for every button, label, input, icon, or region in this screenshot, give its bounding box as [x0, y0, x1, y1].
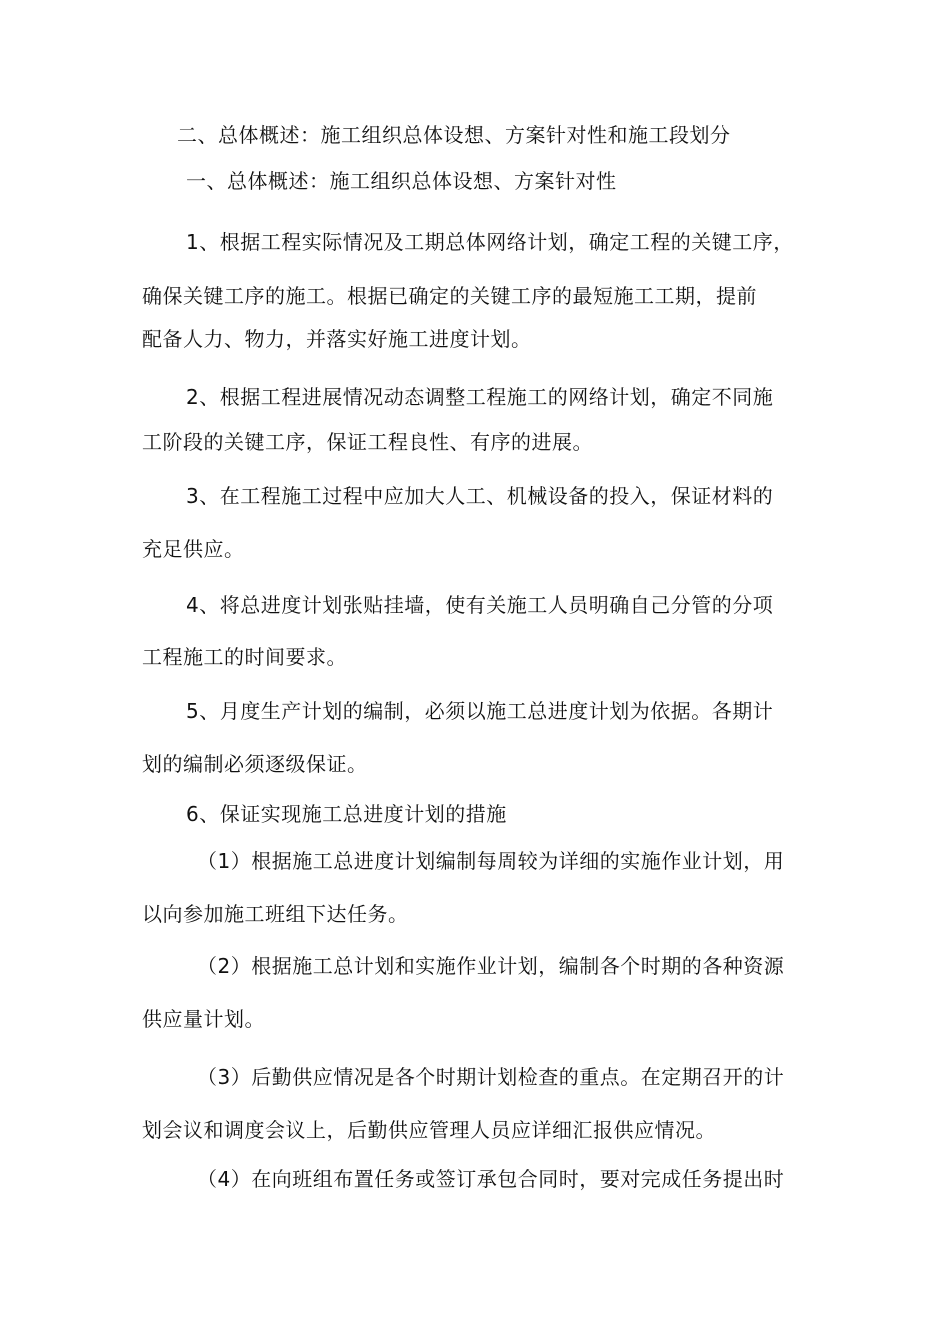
paragraph-line: 6、保证实现施工总进度计划的措施	[186, 802, 507, 826]
paragraph-line: 1、根据工程实际情况及工期总体网络计划，确定工程的关键工序，	[186, 230, 794, 254]
paragraph-line: （4）在向班组布置任务或签订承包合同时，要对完成任务提出时	[197, 1167, 785, 1191]
paragraph-line: 配备人力、物力，并落实好施工进度计划。	[142, 327, 532, 351]
paragraph-line: （2）根据施工总计划和实施作业计划，编制各个时期的各种资源	[197, 954, 785, 978]
paragraph-line: 工程施工的时间要求。	[142, 645, 347, 669]
paragraph-line: 4、将总进度计划张贴挂墙，使有关施工人员明确自己分管的分项	[186, 593, 774, 617]
paragraph-line: （1）根据施工总进度计划编制每周较为详细的实施作业计划，用	[197, 849, 785, 873]
heading-main: 二、总体概述：施工组织总体设想、方案针对性和施工段划分	[177, 123, 731, 147]
paragraph-line: 工阶段的关键工序，保证工程良性、有序的进展。	[142, 430, 593, 454]
paragraph-line: 确保关键工序的施工。根据已确定的关键工序的最短施工工期，提前	[142, 284, 757, 308]
paragraph-line: 充足供应。	[142, 537, 245, 561]
heading-sub: 一、总体概述：施工组织总体设想、方案针对性	[186, 169, 617, 193]
paragraph-line: 5、月度生产计划的编制，必须以施工总进度计划为依据。各期计	[186, 699, 774, 723]
paragraph-line: 以向参加施工班组下达任务。	[142, 902, 409, 926]
paragraph-line: （3）后勤供应情况是各个时期计划检查的重点。在定期召开的计	[197, 1065, 785, 1089]
paragraph-line: 供应量计划。	[142, 1007, 265, 1031]
paragraph-line: 3、在工程施工过程中应加大人工、机械设备的投入，保证材料的	[186, 484, 774, 508]
paragraph-line: 2、根据工程进展情况动态调整工程施工的网络计划，确定不同施	[186, 385, 774, 409]
paragraph-line: 划会议和调度会议上，后勤供应管理人员应详细汇报供应情况。	[142, 1118, 716, 1142]
paragraph-line: 划的编制必须逐级保证。	[142, 752, 368, 776]
